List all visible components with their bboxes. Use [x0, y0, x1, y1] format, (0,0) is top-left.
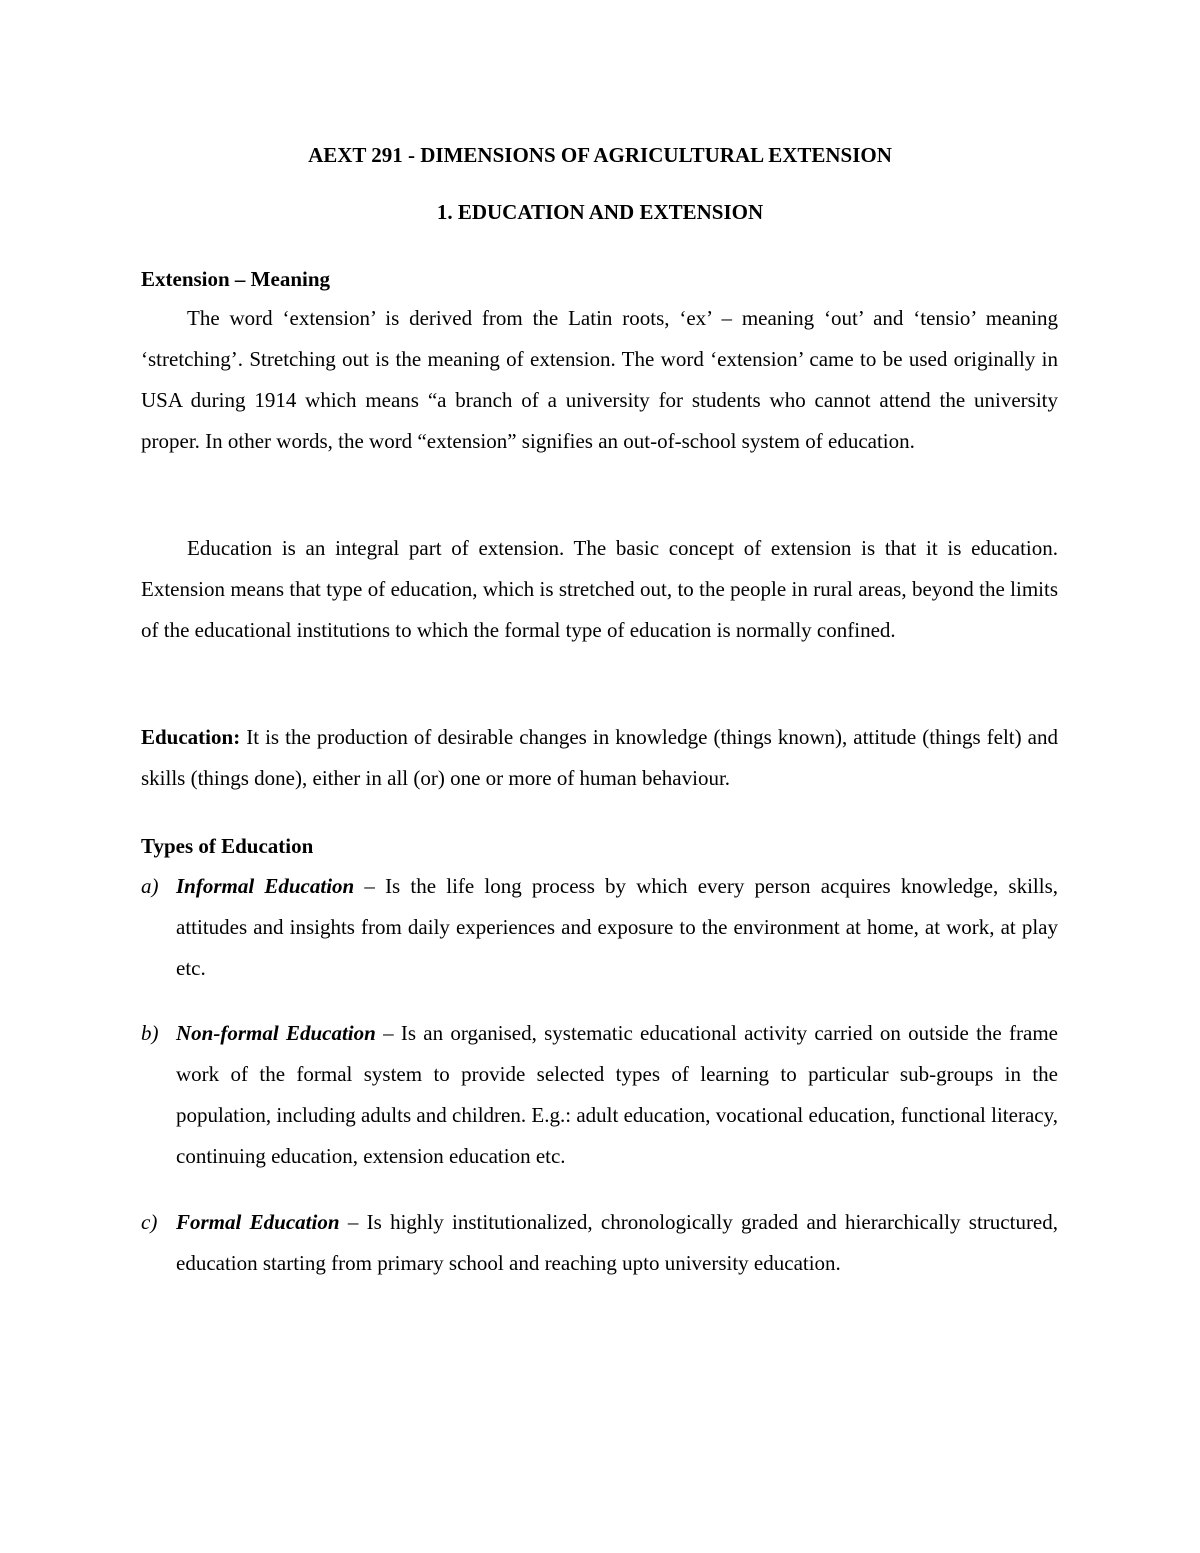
term-formal-education: Formal Education: [176, 1210, 340, 1234]
list-body: [176, 866, 1058, 989]
document-title: AEXT 291 - DIMENSIONS OF AGRICULTURAL EXTENSION: [308, 143, 892, 167]
list-item-informal: [141, 866, 1058, 989]
education-paragraph: Education is an integral part of extension. The basic concept of extension is that it is education. Extension means that type of education, which is stretched out, to the people in rural areas, beyond the limits of the educational institutions to which the formal type of education is normally confined.: [141, 536, 1058, 642]
term-informal-education: Informal Education: [176, 874, 355, 898]
list-body: [176, 1202, 1058, 1284]
section-title: 1. EDUCATION AND EXTENSION: [436, 200, 764, 224]
list-marker: b): [141, 1021, 159, 1045]
term-non-formal-education: Non-formal Education: [176, 1021, 376, 1045]
list-body: [176, 1013, 1058, 1177]
extension-meaning-heading: Extension – Meaning: [141, 267, 331, 291]
term-description: – Is highly institutionalized, chronologically graded and hierarchically structured, education starting from primary school and reaching upto university education.: [176, 1210, 1059, 1275]
education-definition-text: It is the production of desirable changes in knowledge (things known), attitude (things felt) and skills (things done), either in all (or) one or more of human behaviour.: [141, 725, 1058, 790]
education-definition: [141, 717, 1058, 799]
term-description: – Is an organised, systematic educational activity carried on outside the frame work of the formal system to provide selected types of learning to particular sub-groups in the population, including adults and children. E.g.: adult education, vocational education, functional literacy, continuing education, extension education etc.: [176, 1021, 1058, 1168]
list-marker: c): [141, 1210, 158, 1234]
list-item-formal: [141, 1202, 1058, 1284]
term-description: – Is the life long process by which every person acquires knowledge, skills, attitudes and insights from daily experiences and exposure to the environment at home, at work, at play etc.: [176, 874, 1058, 980]
extension-paragraph: The word ‘extension’ is derived from the Latin roots, ‘ex’ – meaning ‘out’ and ‘tensio’ meaning ‘stretching’. Stretching out is the meaning of extension. The word ‘extension’ came to be used originally in USA during 1914 which means “a branch of a university for students who cannot attend the university proper. In other words, the word “extension” signifies an out-of-school system of education.: [141, 306, 1058, 453]
list-item-non-formal: [141, 1013, 1058, 1177]
list-marker: a): [141, 874, 159, 898]
types-of-education-heading: Types of Education: [141, 834, 314, 858]
education-definition-label: Education:: [141, 725, 241, 749]
